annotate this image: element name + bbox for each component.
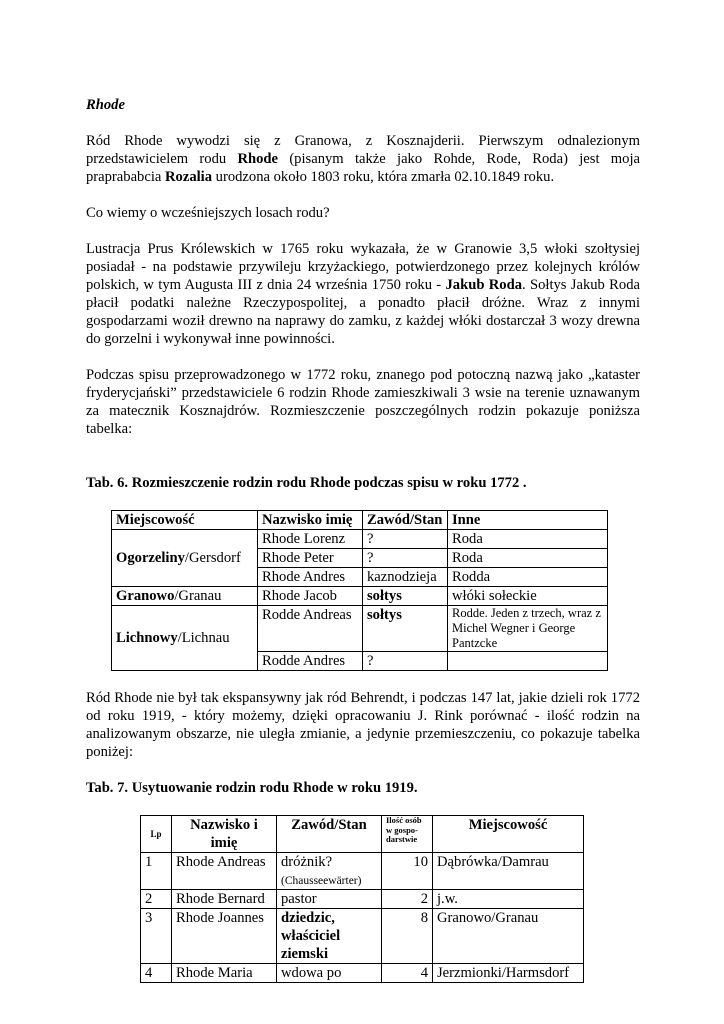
other-cell: Rodda <box>448 568 608 587</box>
job-text: dróżnik? <box>281 854 333 870</box>
lp-cell: 2 <box>141 890 172 909</box>
table-7-title: Tab. 7. Usytuowanie rodzin rodu Rhode w roku 1919. <box>86 780 418 796</box>
paragraph-question: Co wiemy o wcześniejszych losach rodu? <box>86 205 330 221</box>
column-header: Nazwisko imię <box>258 511 363 530</box>
place-cell <box>112 606 258 671</box>
job-cell <box>363 587 448 606</box>
other-cell: Roda <box>448 530 608 549</box>
job-cell: pastor <box>277 890 382 909</box>
other-cell: Roda <box>448 549 608 568</box>
table-6-title: Tab. 6. Rozmieszczenie rodzin rodu Rhode podczas spisu w roku 1772 . <box>86 475 527 491</box>
place-cell: Jerzmionki/Harmsdorf <box>433 964 584 983</box>
count-cell: 8 <box>382 909 433 964</box>
place-bold: Ogorzeliny <box>116 550 185 566</box>
column-header: Inne <box>448 511 608 530</box>
other-cell: Rodde. Jeden z trzech, wraz z Michel Wegner i George Pantzcke <box>448 606 608 652</box>
column-header-count: Ilość osób w gospo-darstwie <box>382 816 433 853</box>
name-cell: Rhode Maria <box>172 964 277 983</box>
job-cell <box>363 606 448 652</box>
job-bold: dziedzic, właściciel ziemski <box>281 910 341 962</box>
job-cell: wdowa po <box>277 964 382 983</box>
paragraph-origin <box>86 132 640 186</box>
name-cell: Rhode Andreas <box>172 853 277 890</box>
place-rest: /Gersdorf <box>184 550 241 566</box>
table-header-row <box>141 816 584 853</box>
job-cell: ? <box>363 652 448 671</box>
column-header-job: Zawód/Stan <box>277 816 382 853</box>
table-row <box>112 530 608 549</box>
text-fragment: . Sołtys Jakub Roda płacił podatki należne Rzeczypospolitej, a ponadto płacił dróżne. Wraz z innymi gospodarzami woził drewno na naprawy do zamku, z każdej włóki dostarczał 3 wozy drewna do gorzelni i wykonywał inne powinności. <box>86 277 640 347</box>
table-row <box>112 606 608 652</box>
table-row <box>141 890 584 909</box>
place-cell <box>112 587 258 606</box>
name-cell: Rodde Andres <box>258 652 363 671</box>
page-heading: Rhode <box>86 97 125 113</box>
table-6 <box>111 510 608 671</box>
text-fragment: Lustracja Prus Królewskich w 1765 roku wykazała, że w Granowie 3,5 włoki szołtysiej posiadał - na podstawie przywileju krzyżackiego, potwierdzonego przez kolejnych królów polskich, w tym Augusta III z dnia 24 września 1750 roku - <box>86 241 640 293</box>
column-header: Zawód/Stan <box>363 511 448 530</box>
column-header-name: Nazwisko i imię <box>172 816 277 853</box>
job-bold: sołtys <box>367 588 402 604</box>
name-cell: Rhode Lorenz <box>258 530 363 549</box>
job-cell <box>277 909 382 964</box>
place-rest: /Lichnau <box>177 630 230 646</box>
text-fragment: urodzona około 1803 roku, która zmarła 02.10.1849 roku. <box>212 169 555 185</box>
table-row <box>141 909 584 964</box>
table-row <box>141 964 584 983</box>
table-header-row <box>112 511 608 530</box>
count-cell: 10 <box>382 853 433 890</box>
place-cell: Granowo/Granau <box>433 909 584 964</box>
place-cell: Dąbrówka/Damrau <box>433 853 584 890</box>
lp-cell: 1 <box>141 853 172 890</box>
name-cell: Rodde Andreas <box>258 606 363 652</box>
lp-cell: 3 <box>141 909 172 964</box>
job-cell: kaznodzieja <box>363 568 448 587</box>
place-rest: /Granau <box>174 588 222 604</box>
paragraph-lustracja <box>86 240 640 348</box>
bold-name-rhode: Rhode <box>237 151 279 167</box>
job-cell: ? <box>363 530 448 549</box>
place-cell <box>112 530 258 587</box>
name-cell: Rhode Bernard <box>172 890 277 909</box>
paragraph-census-1772: Podczas spisu przeprowadzonego w 1772 roku, znanego pod potoczną nazwą jako „kataster fryderycjański” przedstawiciele 6 rodzin Rhode zamieszkiwali 3 wsie na terenie uznawanym za matecznik Kosznajdrów. Rozmieszczenie poszczególnych rodzin pokazuje poniższa tabelka: <box>86 367 640 437</box>
bold-name-rozalia: Rozalia <box>165 169 213 185</box>
name-cell: Rhode Andres <box>258 568 363 587</box>
bold-name-jakub-roda: Jakub Roda <box>445 277 523 293</box>
lp-cell: 4 <box>141 964 172 983</box>
other-cell: włóki sołeckie <box>448 587 608 606</box>
name-cell: Rhode Peter <box>258 549 363 568</box>
place-bold: Lichnowy <box>116 630 178 646</box>
table-7 <box>140 815 584 983</box>
name-cell: Rhode Jacob <box>258 587 363 606</box>
job-subtext: (Chausseewärter) <box>281 875 362 887</box>
name-cell: Rhode Joannes <box>172 909 277 964</box>
count-cell: 2 <box>382 890 433 909</box>
text-fragment: Ród Rhode wywodzi się z Granowa, z Kosznajderii. Pierwszym odnalezionym przedstawicielem rodu <box>86 133 640 167</box>
column-header-place: Miejscowość <box>433 816 584 853</box>
job-cell: ? <box>363 549 448 568</box>
place-cell: j.w. <box>433 890 584 909</box>
text-fragment: (pisanym także jako Rohde, Rode, Roda) jest moja praprababcia <box>86 151 640 185</box>
other-cell <box>448 652 608 671</box>
job-bold: sołtys <box>367 607 402 623</box>
count-cell: 4 <box>382 964 433 983</box>
job-cell <box>277 853 382 890</box>
table-row <box>112 587 608 606</box>
document-page <box>86 96 640 983</box>
place-bold: Granowo <box>116 588 175 604</box>
column-header: Miejscowość <box>112 511 258 530</box>
column-header-lp: Lp <box>141 816 172 853</box>
table-row <box>141 853 584 890</box>
paragraph-comparison: Ród Rhode nie był tak ekspansywny jak ród Behrendt, i podczas 147 lat, jakie dzieli rok 1772 od roku 1919, - który możemy, dzięki opracowaniu J. Rink porównać - ilość rodzin na analizowanym obszarze, nie uległa zmianie, a jedynie przemieszczeniu, co pokazuje tabelka poniżej: <box>86 690 640 760</box>
